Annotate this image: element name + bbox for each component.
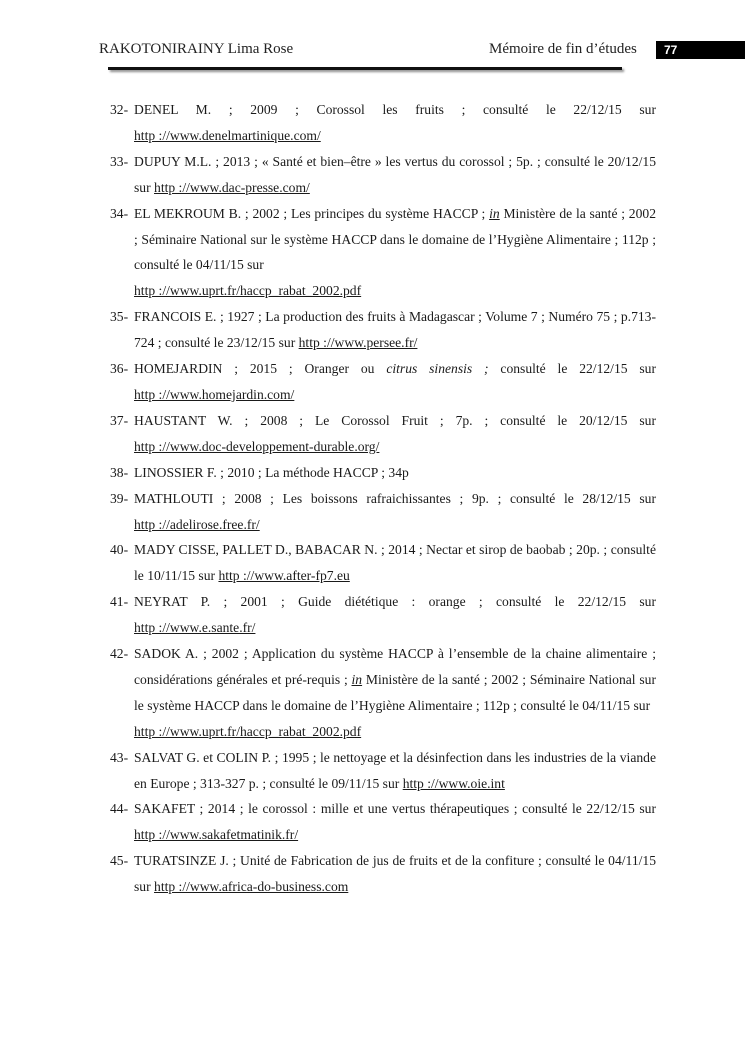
reference-list (110, 97, 656, 900)
header-rule (108, 67, 622, 70)
reference-text-cont: Ministère de la santé ; 2002 ; Séminaire National sur le système HACCP dans le domaine de l’Hygiène Alimentaire ; 112p ; consulté le 04/11/15 sur (134, 671, 656, 713)
reference-link[interactable]: http ://www.uprt.fr/haccp_rabat_2002.pdf (134, 723, 362, 739)
reference-text: MADY CISSE, PALLET D., BABACAR N. ; 2014 ; Nectar et sirop de baobab ; 20p. ; consulté le 10/11/15 sur (134, 542, 656, 584)
reference-item (110, 745, 656, 797)
reference-number: 40- (110, 542, 129, 558)
reference-text: HAUSTANT W. ; 2008 ; Le Corossol Fruit ; 7p. ; consulté le 20/12/15 sur (134, 412, 656, 428)
reference-link[interactable]: http ://www.uprt.fr/haccp_rabat_2002.pdf (134, 283, 362, 299)
reference-item (110, 149, 656, 201)
reference-text: LINOSSIER F. ; 2010 ; La méthode HACCP ; 34p (134, 464, 409, 480)
reference-text-cont: consulté le 22/12/15 sur (488, 361, 657, 377)
reference-link[interactable]: http ://www.after-fp7.eu (218, 568, 350, 584)
header-doc-type: Mémoire de fin d’études (489, 41, 637, 57)
reference-number: 42- (110, 646, 129, 662)
reference-number: 38- (110, 464, 129, 480)
reference-item (110, 486, 656, 538)
reference-text: DUPUY M.L. ; 2013 ; « Santé et bien–être » les vertus du corossol ; 5p. ; consulté le 20/12/15 sur (134, 153, 656, 195)
reference-link[interactable]: http ://www.denelmartinique.com/ (134, 127, 321, 143)
reference-number: 36- (110, 361, 129, 377)
reference-text: MATHLOUTI ; 2008 ; Les boissons rafraichissantes ; 9p. ; consulté le 28/12/15 sur (134, 490, 656, 506)
species-name: citrus sinensis ; (386, 361, 489, 377)
reference-number: 44- (110, 801, 129, 817)
in-marker: in (489, 205, 500, 221)
in-marker: in (351, 671, 363, 687)
reference-text: FRANCOIS E. ; 1927 ; La production des fruits à Madagascar ; Volume 7 ; Numéro 75 ; p.713-724 ; consulté le 23/12/15 sur (134, 309, 656, 351)
reference-number: 32- (110, 102, 129, 117)
reference-text: SALVAT G. et COLIN P. ; 1995 ; le nettoyage et la désinfection dans les industries de la viande en Europe ; 313-327 p. ; consulté le 09/11/15 sur (134, 749, 656, 791)
reference-number: 41- (110, 594, 129, 610)
reference-item (110, 848, 656, 900)
reference-link[interactable]: http ://www.e.sante.fr/ (134, 620, 256, 636)
reference-text: NEYRAT P. ; 2001 ; Guide diététique : orange ; consulté le 22/12/15 sur (134, 594, 656, 610)
reference-item (110, 796, 656, 848)
reference-number: 45- (110, 853, 129, 869)
reference-link[interactable]: http ://www.dac-presse.com/ (154, 179, 310, 195)
reference-number: 39- (110, 490, 129, 506)
reference-number: 34- (110, 205, 129, 221)
reference-text: SADOK A. ; 2002 ; Application du système HACCP à l’ensemble de la chaine alimentaire ; considérations générales et pré-requis ; (134, 646, 656, 687)
reference-item (110, 537, 656, 589)
header-author: RAKOTONIRAINY Lima Rose (99, 41, 294, 57)
reference-item (110, 641, 656, 745)
reference-text-line (134, 356, 656, 382)
reference-link[interactable]: http ://adelirose.free.fr/ (134, 516, 260, 532)
reference-link[interactable]: http ://www.persee.fr/ (298, 335, 418, 351)
reference-item (110, 460, 656, 486)
reference-item (110, 356, 656, 408)
reference-text: EL MEKROUM B. ; 2002 ; Les principes du système HACCP ; (134, 205, 490, 221)
reference-item (110, 201, 656, 305)
reference-item (110, 408, 656, 460)
reference-item (110, 97, 656, 149)
reference-text-cont: Ministère de la santé ; 2002 ; Séminaire National sur le système HACCP dans le domaine de l’Hygiène Alimentaire ; 112p ; consulté le 04/11/15 sur (134, 205, 656, 273)
reference-text: HOMEJARDIN ; 2015 ; Oranger ou (134, 361, 387, 377)
reference-number: 33- (110, 153, 129, 169)
reference-link[interactable]: http ://www.africa-do-business.com (154, 879, 349, 895)
page-header (0, 0, 745, 75)
reference-number: 35- (110, 309, 129, 325)
reference-item (110, 589, 656, 641)
reference-number: 37- (110, 412, 129, 428)
reference-link[interactable]: http ://www.sakafetmatinik.fr/ (134, 827, 299, 843)
reference-link[interactable]: http ://www.doc-developpement-durable.org/ (134, 438, 380, 454)
reference-text: TURATSINZE J. ; Unité de Fabrication de jus de fruits et de la confiture ; consulté le 04/11/15 sur (134, 853, 656, 895)
reference-item (110, 304, 656, 356)
page-number: 77 (656, 41, 745, 59)
reference-link[interactable]: http ://www.oie.int (402, 775, 505, 791)
reference-text: DENEL M. ; 2009 ; Corossol les fruits ; consulté le 22/12/15 sur (134, 102, 656, 117)
reference-number: 43- (110, 749, 129, 765)
reference-link[interactable]: http ://www.homejardin.com/ (134, 386, 295, 402)
reference-text: SAKAFET ; 2014 ; le corossol : mille et une vertus thérapeutiques ; consulté le 22/12/15 sur (134, 801, 656, 817)
